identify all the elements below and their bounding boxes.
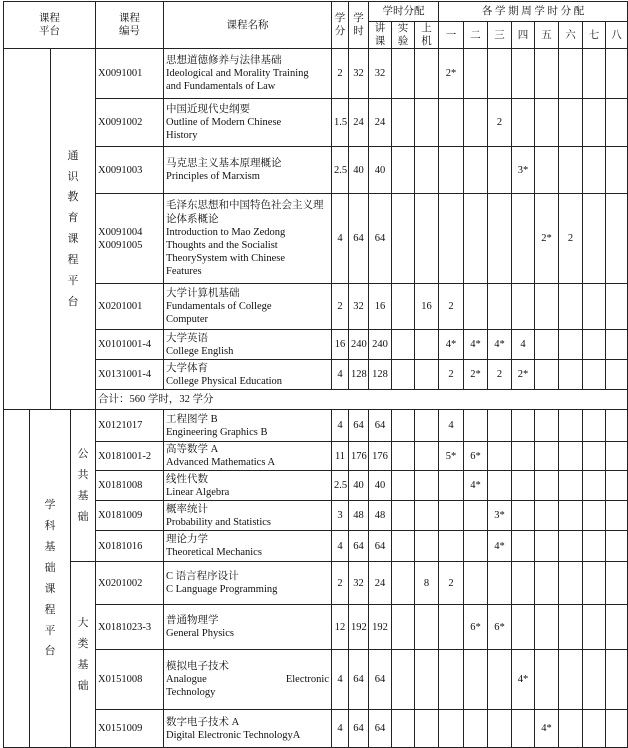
- course-hours: 128: [349, 360, 369, 390]
- course-credit: 2: [332, 284, 349, 330]
- semester-7-hours: [583, 360, 606, 390]
- course-lab: [392, 284, 415, 330]
- course-credit: 3: [332, 501, 349, 531]
- header-semester-7: 七: [583, 22, 606, 49]
- table-row: [4, 471, 628, 501]
- header-computer: 上机: [415, 22, 439, 49]
- header-course-code: 课程 编号: [96, 2, 164, 49]
- course-lecture: 128: [369, 360, 392, 390]
- course-name: 模拟电子技术 Analogue Electronic Technology: [164, 650, 332, 710]
- course-lecture: 24: [369, 99, 392, 147]
- course-code: X0121017: [96, 410, 164, 442]
- course-computer: 16: [415, 284, 439, 330]
- course-computer: [415, 531, 439, 562]
- semester-2-hours: 2*: [464, 360, 488, 390]
- header-lab: 实验: [392, 22, 415, 49]
- semester-6-hours: [559, 330, 583, 360]
- course-code: X0131001-4: [96, 360, 164, 390]
- course-hours: 48: [349, 501, 369, 531]
- margin-cell: [4, 410, 30, 748]
- course-credit: 4: [332, 194, 349, 284]
- semester-1-hours: 2: [439, 562, 464, 605]
- course-code: X0151009: [96, 710, 164, 748]
- course-name: 高等数学 A Advanced Mathematics A: [164, 442, 332, 471]
- course-code: X0091004 X0091005: [96, 194, 164, 284]
- course-computer: [415, 360, 439, 390]
- margin-cell: [4, 49, 51, 410]
- course-lecture: 32: [369, 49, 392, 99]
- semester-8-hours: [606, 410, 628, 442]
- semester-3-hours: 2: [488, 360, 512, 390]
- semester-2-hours: [464, 562, 488, 605]
- semester-5-hours: [535, 650, 559, 710]
- semester-6-hours: [559, 442, 583, 471]
- semester-5-hours: 4*: [535, 710, 559, 748]
- semester-8-hours: [606, 147, 628, 194]
- course-code: X0181016: [96, 531, 164, 562]
- course-hours: 64: [349, 410, 369, 442]
- semester-6-hours: 2: [559, 194, 583, 284]
- semester-1-hours: [439, 531, 464, 562]
- table-row: [4, 650, 628, 710]
- table-row: [4, 531, 628, 562]
- semester-1-hours: [439, 501, 464, 531]
- course-lecture: 24: [369, 562, 392, 605]
- semester-6-hours: [559, 650, 583, 710]
- course-hours: 32: [349, 49, 369, 99]
- semester-8-hours: [606, 710, 628, 748]
- semester-5-hours: [535, 501, 559, 531]
- general-subtotal: 合计：560 学时，32 学分: [96, 390, 628, 410]
- semester-8-hours: [606, 194, 628, 284]
- semester-7-hours: [583, 49, 606, 99]
- course-computer: [415, 501, 439, 531]
- semester-8-hours: [606, 49, 628, 99]
- header-credit: 学 分: [332, 2, 349, 49]
- course-computer: [415, 442, 439, 471]
- semester-1-hours: 5*: [439, 442, 464, 471]
- header-semester-1: 一: [439, 22, 464, 49]
- course-credit: 1.5: [332, 99, 349, 147]
- course-credit: 2.5: [332, 471, 349, 501]
- table-row: [4, 410, 628, 442]
- course-lab: [392, 501, 415, 531]
- table-row: [4, 562, 628, 605]
- table-row: [4, 442, 628, 471]
- course-hours: 32: [349, 562, 369, 605]
- semester-4-hours: [512, 99, 535, 147]
- course-lecture: 40: [369, 147, 392, 194]
- header-course-name: 课程名称: [164, 2, 332, 49]
- semester-7-hours: [583, 442, 606, 471]
- course-hours: 32: [349, 284, 369, 330]
- course-lab: [392, 330, 415, 360]
- course-lecture: 64: [369, 410, 392, 442]
- semester-4-hours: [512, 605, 535, 650]
- course-credit: 4: [332, 710, 349, 748]
- semester-4-hours: [512, 410, 535, 442]
- table-row: [4, 99, 628, 147]
- table-row: [4, 194, 628, 284]
- course-credit: 2: [332, 562, 349, 605]
- semester-7-hours: [583, 284, 606, 330]
- semester-3-hours: 2: [488, 99, 512, 147]
- en-word-2: Electronic: [285, 674, 329, 686]
- semester-4-hours: [512, 501, 535, 531]
- semester-6-hours: [559, 147, 583, 194]
- course-credit: 11: [332, 442, 349, 471]
- course-hours: 40: [349, 147, 369, 194]
- course-code: X0181009: [96, 501, 164, 531]
- course-name: 数字电子技术 A Digital Electronic TechnologyA: [164, 710, 332, 748]
- semester-8-hours: [606, 442, 628, 471]
- course-lab: [392, 360, 415, 390]
- semester-8-hours: [606, 605, 628, 650]
- semester-5-hours: [535, 49, 559, 99]
- semester-8-hours: [606, 471, 628, 501]
- semester-7-hours: [583, 650, 606, 710]
- semester-7-hours: [583, 501, 606, 531]
- course-computer: [415, 330, 439, 360]
- course-code: X0091001: [96, 49, 164, 99]
- table-row: [4, 330, 628, 360]
- course-computer: [415, 49, 439, 99]
- semester-5-hours: [535, 284, 559, 330]
- header-semester-5: 五: [535, 22, 559, 49]
- semester-8-hours: [606, 562, 628, 605]
- semester-7-hours: [583, 531, 606, 562]
- semester-2-hours: 4*: [464, 330, 488, 360]
- semester-6-hours: [559, 710, 583, 748]
- semester-2-hours: [464, 99, 488, 147]
- header-platform: 课程 平台: [4, 2, 96, 49]
- course-lab: [392, 99, 415, 147]
- course-hours: 64: [349, 710, 369, 748]
- semester-7-hours: [583, 330, 606, 360]
- semester-6-hours: [559, 531, 583, 562]
- course-computer: [415, 650, 439, 710]
- course-hours: 240: [349, 330, 369, 360]
- semester-5-hours: [535, 531, 559, 562]
- semester-8-hours: [606, 501, 628, 531]
- header-hours: 学 时: [349, 2, 369, 49]
- semester-3-hours: [488, 147, 512, 194]
- course-computer: [415, 99, 439, 147]
- semester-7-hours: [583, 471, 606, 501]
- course-credit: 16: [332, 330, 349, 360]
- semester-1-hours: [439, 147, 464, 194]
- course-computer: [415, 471, 439, 501]
- header-semester-4: 四: [512, 22, 535, 49]
- semester-6-hours: [559, 562, 583, 605]
- semester-1-hours: [439, 605, 464, 650]
- course-lab: [392, 49, 415, 99]
- semester-8-hours: [606, 284, 628, 330]
- course-code: X0201001: [96, 284, 164, 330]
- en-word-1: Analogue: [166, 674, 207, 686]
- semester-3-hours: 6*: [488, 605, 512, 650]
- table-row: [4, 605, 628, 650]
- semester-2-hours: 6*: [464, 605, 488, 650]
- semester-4-hours: [512, 710, 535, 748]
- semester-1-hours: [439, 471, 464, 501]
- course-credit: 4: [332, 650, 349, 710]
- semester-1-hours: 2: [439, 284, 464, 330]
- course-hours: 64: [349, 531, 369, 562]
- semester-4-hours: [512, 442, 535, 471]
- course-lab: [392, 650, 415, 710]
- course-lecture: 48: [369, 501, 392, 531]
- course-name: 中国近现代史纲要 Outline of Modern Chinese History: [164, 99, 332, 147]
- semester-3-hours: [488, 650, 512, 710]
- table-row: [4, 147, 628, 194]
- course-name: 思想道德修养与法律基础 Ideological and Morality Training and Fundamentals of Law: [164, 49, 332, 99]
- header-semester-8: 八: [606, 22, 628, 49]
- course-lecture: 176: [369, 442, 392, 471]
- header-semester-distribution: 各 学 期 周 学 时 分 配: [439, 2, 628, 22]
- semester-5-hours: 2*: [535, 194, 559, 284]
- course-name: 普通物理学 General Physics: [164, 605, 332, 650]
- table-row: [4, 501, 628, 531]
- course-name: 工程图学 B Engineering Graphics B: [164, 410, 332, 442]
- platform-discipline-basic: 学 科 基 础 课 程 平 台: [30, 410, 71, 748]
- course-code: X0181023-3: [96, 605, 164, 650]
- semester-7-hours: [583, 410, 606, 442]
- semester-3-hours: [488, 471, 512, 501]
- semester-5-hours: [535, 99, 559, 147]
- semester-7-hours: [583, 147, 606, 194]
- course-lecture: 16: [369, 284, 392, 330]
- course-name: 毛泽东思想和中国特色社会主义理论体系概论 Introduction to Mao Zedong Thoughts and the Socialist TheorySystem with Chinese Features: [164, 194, 332, 284]
- course-name: 理论力学 Theoretical Mechanics: [164, 531, 332, 562]
- course-code: X0151008: [96, 650, 164, 710]
- semester-6-hours: [559, 99, 583, 147]
- semester-4-hours: [512, 49, 535, 99]
- table-row: [4, 360, 628, 390]
- course-lab: [392, 147, 415, 194]
- semester-4-hours: [512, 284, 535, 330]
- semester-3-hours: 4*: [488, 531, 512, 562]
- semester-6-hours: [559, 284, 583, 330]
- semester-5-hours: [535, 442, 559, 471]
- semester-6-hours: [559, 49, 583, 99]
- semester-5-hours: [535, 471, 559, 501]
- semester-4-hours: 4*: [512, 650, 535, 710]
- course-computer: [415, 194, 439, 284]
- course-lecture: 64: [369, 531, 392, 562]
- course-lecture: 64: [369, 650, 392, 710]
- table-row: [4, 49, 628, 99]
- semester-8-hours: [606, 650, 628, 710]
- semester-8-hours: [606, 360, 628, 390]
- course-lecture: 240: [369, 330, 392, 360]
- platform-general-education: 通 识 教 育 课 程 平 台: [51, 49, 96, 410]
- semester-1-hours: 4*: [439, 330, 464, 360]
- semester-2-hours: [464, 531, 488, 562]
- semester-2-hours: [464, 410, 488, 442]
- semester-1-hours: [439, 710, 464, 748]
- course-hours: 24: [349, 99, 369, 147]
- course-lab: [392, 471, 415, 501]
- semester-7-hours: [583, 562, 606, 605]
- course-name: 马克思主义基本原理概论 Principles of Marxism: [164, 147, 332, 194]
- course-computer: [415, 605, 439, 650]
- group-major-basic: 大 类 基 础: [71, 562, 96, 748]
- semester-1-hours: [439, 194, 464, 284]
- curriculum-table: [3, 1, 628, 748]
- course-lab: [392, 562, 415, 605]
- semester-6-hours: [559, 501, 583, 531]
- course-name: 概率统计 Probability and Statistics: [164, 501, 332, 531]
- semester-7-hours: [583, 99, 606, 147]
- course-credit: 4: [332, 531, 349, 562]
- header-hour-distribution: 学时分配: [369, 2, 439, 22]
- semester-3-hours: [488, 194, 512, 284]
- course-name: 大学体育 College Physical Education: [164, 360, 332, 390]
- semester-4-hours: [512, 562, 535, 605]
- semester-7-hours: [583, 710, 606, 748]
- course-credit: 4: [332, 360, 349, 390]
- subtotal-row: [4, 390, 628, 410]
- course-lab: [392, 605, 415, 650]
- course-lecture: 192: [369, 605, 392, 650]
- course-lab: [392, 410, 415, 442]
- semester-6-hours: [559, 605, 583, 650]
- group-public-basic: 公 共 基 础: [71, 410, 96, 562]
- semester-3-hours: [488, 562, 512, 605]
- semester-4-hours: 3*: [512, 147, 535, 194]
- course-code: X0181008: [96, 471, 164, 501]
- justified-en-line: [166, 673, 329, 686]
- semester-2-hours: [464, 49, 488, 99]
- course-hours: 64: [349, 194, 369, 284]
- header-semester-3: 三: [488, 22, 512, 49]
- course-name: 大学计算机基础 Fundamentals of College Computer: [164, 284, 332, 330]
- semester-5-hours: [535, 147, 559, 194]
- semester-1-hours: 2: [439, 360, 464, 390]
- header-lecture: 讲课: [369, 22, 392, 49]
- semester-3-hours: [488, 710, 512, 748]
- semester-3-hours: [488, 410, 512, 442]
- semester-4-hours: 2*: [512, 360, 535, 390]
- semester-3-hours: [488, 284, 512, 330]
- semester-2-hours: [464, 710, 488, 748]
- course-hours: 192: [349, 605, 369, 650]
- semester-5-hours: [535, 330, 559, 360]
- semester-1-hours: [439, 650, 464, 710]
- course-code: X0201002: [96, 562, 164, 605]
- course-name: C 语言程序设计 C Language Programming: [164, 562, 332, 605]
- semester-7-hours: [583, 194, 606, 284]
- semester-2-hours: [464, 194, 488, 284]
- course-credit: 2: [332, 49, 349, 99]
- course-lecture: 64: [369, 710, 392, 748]
- course-lab: [392, 710, 415, 748]
- semester-4-hours: [512, 531, 535, 562]
- semester-3-hours: [488, 442, 512, 471]
- semester-5-hours: [535, 605, 559, 650]
- semester-1-hours: 2*: [439, 49, 464, 99]
- course-computer: [415, 410, 439, 442]
- course-name: 线性代数 Linear Algebra: [164, 471, 332, 501]
- course-hours: 176: [349, 442, 369, 471]
- header-semester-6: 六: [559, 22, 583, 49]
- course-lecture: 40: [369, 471, 392, 501]
- course-code: X0091002: [96, 99, 164, 147]
- course-code: X0091003: [96, 147, 164, 194]
- semester-3-hours: 4*: [488, 330, 512, 360]
- semester-2-hours: [464, 284, 488, 330]
- semester-8-hours: [606, 330, 628, 360]
- semester-6-hours: [559, 410, 583, 442]
- header-semester-2: 二: [464, 22, 488, 49]
- semester-5-hours: [535, 562, 559, 605]
- course-name: 大学英语 College English: [164, 330, 332, 360]
- course-credit: 2.5: [332, 147, 349, 194]
- semester-2-hours: [464, 650, 488, 710]
- semester-5-hours: [535, 410, 559, 442]
- course-lab: [392, 442, 415, 471]
- course-code: X0181001-2: [96, 442, 164, 471]
- semester-2-hours: [464, 501, 488, 531]
- course-lab: [392, 194, 415, 284]
- course-credit: 12: [332, 605, 349, 650]
- semester-6-hours: [559, 360, 583, 390]
- course-computer: [415, 710, 439, 748]
- course-credit: 4: [332, 410, 349, 442]
- course-code: X0101001-4: [96, 330, 164, 360]
- semester-7-hours: [583, 605, 606, 650]
- course-hours: 64: [349, 650, 369, 710]
- course-lab: [392, 531, 415, 562]
- semester-2-hours: 4*: [464, 471, 488, 501]
- table-row: [4, 710, 628, 748]
- course-lecture: 64: [369, 194, 392, 284]
- semester-5-hours: [535, 360, 559, 390]
- semester-4-hours: 4: [512, 330, 535, 360]
- table-row: [4, 284, 628, 330]
- course-hours: 40: [349, 471, 369, 501]
- semester-1-hours: [439, 99, 464, 147]
- semester-1-hours: 4: [439, 410, 464, 442]
- semester-4-hours: [512, 471, 535, 501]
- semester-2-hours: [464, 147, 488, 194]
- semester-4-hours: [512, 194, 535, 284]
- semester-8-hours: [606, 99, 628, 147]
- semester-2-hours: 6*: [464, 442, 488, 471]
- semester-3-hours: [488, 49, 512, 99]
- course-computer: 8: [415, 562, 439, 605]
- semester-6-hours: [559, 471, 583, 501]
- semester-3-hours: 3*: [488, 501, 512, 531]
- semester-8-hours: [606, 531, 628, 562]
- course-computer: [415, 147, 439, 194]
